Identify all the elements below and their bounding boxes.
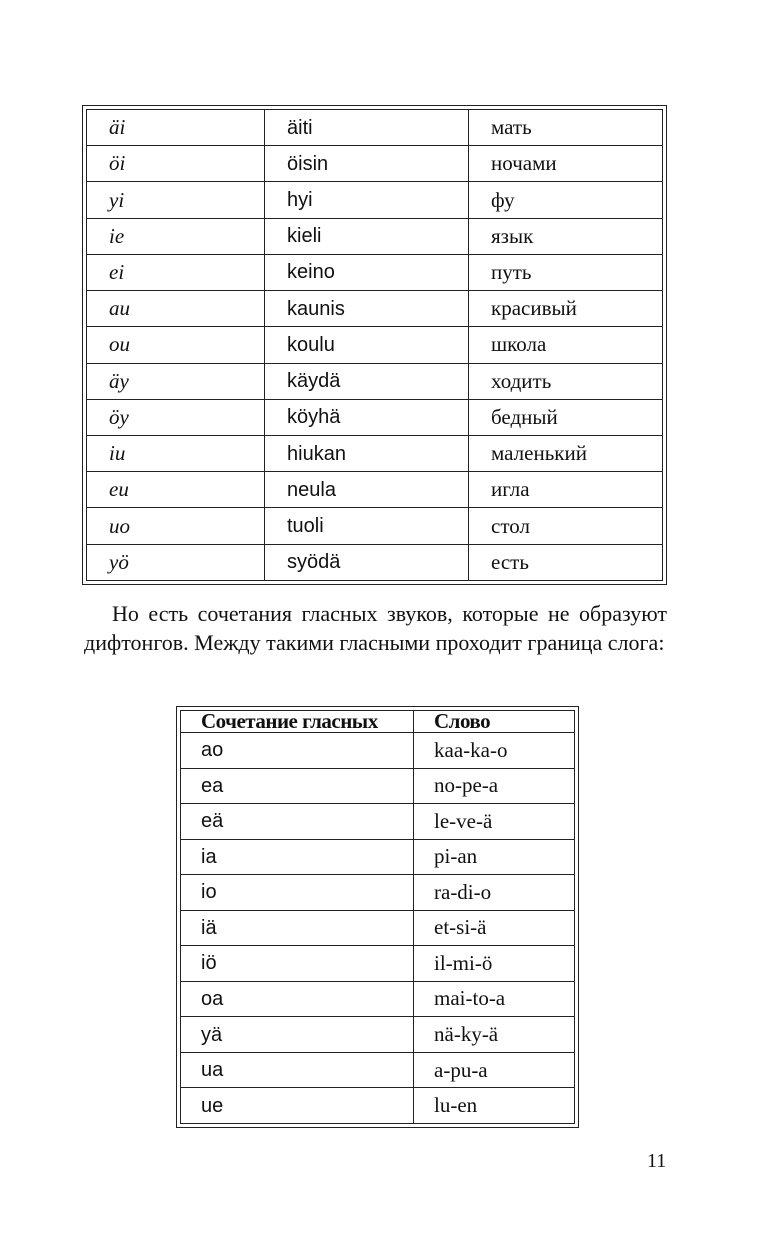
vowel-combo-cell: iö: [181, 946, 414, 982]
translation-cell: язык: [469, 218, 663, 254]
table-row: [87, 182, 663, 218]
table-row: [181, 946, 575, 982]
vowel-combo-cell: ua: [181, 1052, 414, 1088]
vowel-combo-cell: io: [181, 875, 414, 911]
diphthong-cell: au: [87, 291, 265, 327]
syllabified-word-cell: pi-an: [414, 839, 575, 875]
table-row: [87, 110, 663, 146]
diphthong-cell: ou: [87, 327, 265, 363]
translation-cell: игла: [469, 472, 663, 508]
diphthong-cell: ei: [87, 254, 265, 290]
syllabified-word-cell: kaa-ka-o: [414, 733, 575, 769]
table-row: [181, 910, 575, 946]
table-row: [181, 839, 575, 875]
syllabified-word-cell: il-mi-ö: [414, 946, 575, 982]
vowel-combinations-table-grid: [180, 710, 575, 1124]
finnish-word-cell: hyi: [265, 182, 469, 218]
table-row: [181, 733, 575, 769]
finnish-word-cell: kaunis: [265, 291, 469, 327]
syllabified-word-cell: no-pe-a: [414, 768, 575, 804]
syllabified-word-cell: mai-to-a: [414, 981, 575, 1017]
table-row: [181, 981, 575, 1017]
table-row: [181, 875, 575, 911]
diphthongs-table: [82, 105, 667, 585]
table-row: [181, 804, 575, 840]
table-row: [181, 1052, 575, 1088]
table-row: [181, 1017, 575, 1053]
translation-cell: есть: [469, 544, 663, 580]
syllabified-word-cell: nä-ky-ä: [414, 1017, 575, 1053]
syllabified-word-cell: le-ve-ä: [414, 804, 575, 840]
diphthong-cell: äy: [87, 363, 265, 399]
finnish-word-cell: köyhä: [265, 399, 469, 435]
finnish-word-cell: käydä: [265, 363, 469, 399]
diphthong-cell: yi: [87, 182, 265, 218]
table-row: [87, 146, 663, 182]
diphthong-cell: yö: [87, 544, 265, 580]
diphthongs-table-grid: [86, 109, 663, 581]
table-header-row: [181, 711, 575, 733]
diphthong-cell: äi: [87, 110, 265, 146]
translation-cell: ходить: [469, 363, 663, 399]
vowel-combo-cell: eä: [181, 804, 414, 840]
diphthong-cell: uo: [87, 508, 265, 544]
finnish-word-cell: keino: [265, 254, 469, 290]
table-row: [87, 508, 663, 544]
translation-cell: стол: [469, 508, 663, 544]
translation-cell: маленький: [469, 435, 663, 471]
table-row: [87, 544, 663, 580]
finnish-word-cell: äiti: [265, 110, 469, 146]
page-number: 11: [647, 1150, 667, 1172]
vowel-combo-cell: oa: [181, 981, 414, 1017]
vowel-combo-cell: ao: [181, 733, 414, 769]
finnish-word-cell: neula: [265, 472, 469, 508]
table-row: [181, 1088, 575, 1124]
body-paragraph: Но есть сочетания гласных звуков, которые не образуют дифтонгов. Между такими гласными проходит граница слога:: [84, 601, 667, 655]
table-row: [87, 254, 663, 290]
syllabified-word-cell: ra-di-o: [414, 875, 575, 911]
vowel-combinations-table: [176, 706, 579, 1128]
diphthong-cell: öi: [87, 146, 265, 182]
translation-cell: ночами: [469, 146, 663, 182]
syllabified-word-cell: a-pu-a: [414, 1052, 575, 1088]
diphthong-cell: öy: [87, 399, 265, 435]
table-row: [87, 218, 663, 254]
finnish-word-cell: kieli: [265, 218, 469, 254]
finnish-word-cell: syödä: [265, 544, 469, 580]
table-row: [181, 768, 575, 804]
table-row: [87, 327, 663, 363]
table-row: [87, 399, 663, 435]
translation-cell: красивый: [469, 291, 663, 327]
table-row: [87, 472, 663, 508]
finnish-word-cell: hiukan: [265, 435, 469, 471]
vowel-combo-cell: iä: [181, 910, 414, 946]
vowel-combo-cell: ue: [181, 1088, 414, 1124]
table-row: [87, 435, 663, 471]
syllabified-word-cell: et-si-ä: [414, 910, 575, 946]
header-combo: Сочетание гласных: [181, 711, 414, 733]
vowel-combo-cell: yä: [181, 1017, 414, 1053]
finnish-word-cell: öisin: [265, 146, 469, 182]
translation-cell: фу: [469, 182, 663, 218]
translation-cell: мать: [469, 110, 663, 146]
table-row: [87, 363, 663, 399]
finnish-word-cell: tuoli: [265, 508, 469, 544]
header-word: Слово: [414, 711, 575, 733]
translation-cell: школа: [469, 327, 663, 363]
translation-cell: бедный: [469, 399, 663, 435]
translation-cell: путь: [469, 254, 663, 290]
finnish-word-cell: koulu: [265, 327, 469, 363]
syllabified-word-cell: lu-en: [414, 1088, 575, 1124]
diphthong-cell: eu: [87, 472, 265, 508]
diphthong-cell: iu: [87, 435, 265, 471]
table-row: [87, 291, 663, 327]
vowel-combo-cell: ia: [181, 839, 414, 875]
vowel-combo-cell: ea: [181, 768, 414, 804]
diphthong-cell: ie: [87, 218, 265, 254]
